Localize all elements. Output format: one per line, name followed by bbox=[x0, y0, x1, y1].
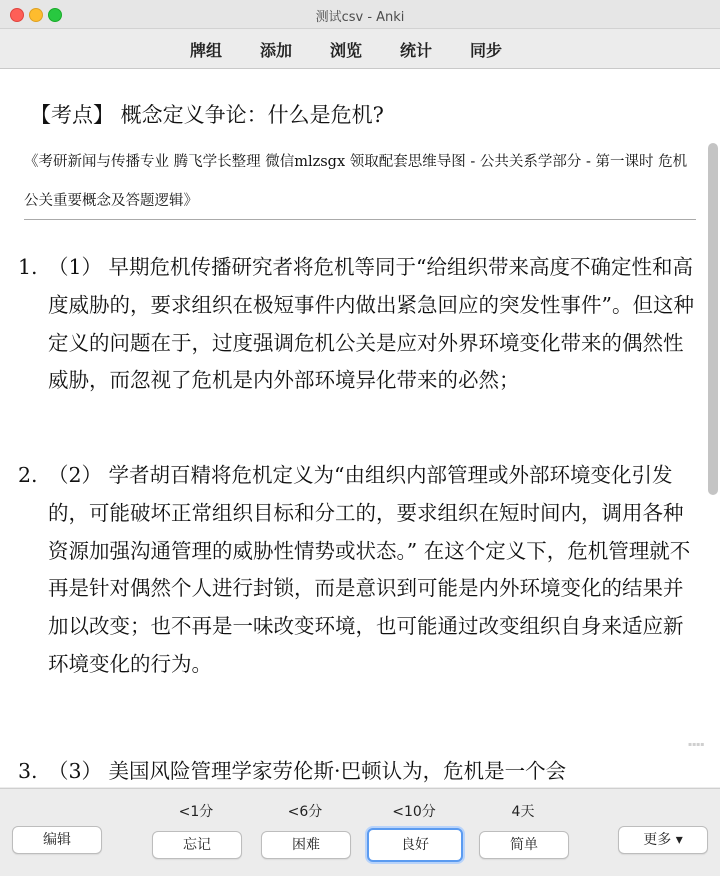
vertical-scrollbar[interactable] bbox=[708, 143, 718, 495]
list-item-number: 3. bbox=[18, 759, 38, 783]
edit-button[interactable]: 编辑 bbox=[12, 826, 102, 854]
interval-hard: <6分 bbox=[287, 804, 323, 820]
watermark-dots: ▪▪▪▪ bbox=[688, 741, 705, 748]
toolbar-sync-link[interactable]: 同步 bbox=[470, 41, 503, 60]
interval-easy: 4天 bbox=[511, 804, 535, 820]
list-item-text: （1） 早期危机传播研究者将危机等同于“给组织带来高度不确定性和高度威胁的，要求组织在极短事件内做出紧急回应的突发性事件”。但这种定义的问题在于，过度强调危机公关是应对外界环境变化带来的偶然性威胁，而忽视了危机是内外部环境异化带来的必然； bbox=[48, 255, 694, 393]
list-item bbox=[18, 249, 700, 400]
list-item-number: 1. bbox=[18, 255, 38, 279]
main-toolbar bbox=[0, 29, 720, 69]
list-item-text: （2） 学者胡百精将危机定义为“由组织内部管理或外部环境变化引发的，可能破坏正常组织目标和分工的，要求组织在短时间内，调用各种资源加强沟通管理的威胁性情势或状态。” 在这个定义下，危机管理就不再是针对偶然个人进行封锁，而是意识到可能是内外环境变化的结果并加以改变；也不再是一味改变环境，也可能通过改变组织自身来适应新环境变化的行为。 bbox=[48, 463, 691, 676]
card-content[interactable] bbox=[0, 69, 720, 787]
more-button[interactable]: 更多 ▾ bbox=[618, 826, 708, 854]
hard-button[interactable]: 困难 bbox=[261, 831, 351, 859]
title-bar bbox=[0, 0, 720, 29]
list-item bbox=[18, 457, 700, 684]
list-item bbox=[18, 753, 700, 787]
card-subtitle: 《考研新闻与传播专业 腾飞学长整理 微信mlzsgx 领取配套思维导图 - 公共关系学部分 - 第一课时 危机公关重要概念及答题逻辑》 bbox=[24, 154, 688, 209]
toolbar-decks-link[interactable]: 牌组 bbox=[190, 41, 223, 60]
interval-good: <10分 bbox=[392, 804, 436, 820]
answer-bar bbox=[0, 788, 720, 876]
toolbar-browse-link[interactable]: 浏览 bbox=[330, 41, 363, 60]
card-title: 【考点】 概念定义争论：什么是危机? bbox=[30, 103, 384, 127]
easy-button[interactable]: 简单 bbox=[479, 831, 569, 859]
toolbar-add-link[interactable]: 添加 bbox=[260, 41, 293, 60]
divider bbox=[24, 219, 696, 220]
good-button[interactable]: 良好 bbox=[367, 828, 463, 862]
window-title: 测试csv - Anki bbox=[315, 10, 405, 25]
toolbar-stats-link[interactable]: 统计 bbox=[400, 41, 433, 60]
again-button[interactable]: 忘记 bbox=[152, 831, 242, 859]
list-item-text: （3） 美国风险管理学家劳伦斯·巴顿认为，危机是一个会 bbox=[48, 759, 567, 783]
list-item-number: 2. bbox=[18, 463, 38, 487]
interval-again: <1分 bbox=[178, 804, 214, 820]
